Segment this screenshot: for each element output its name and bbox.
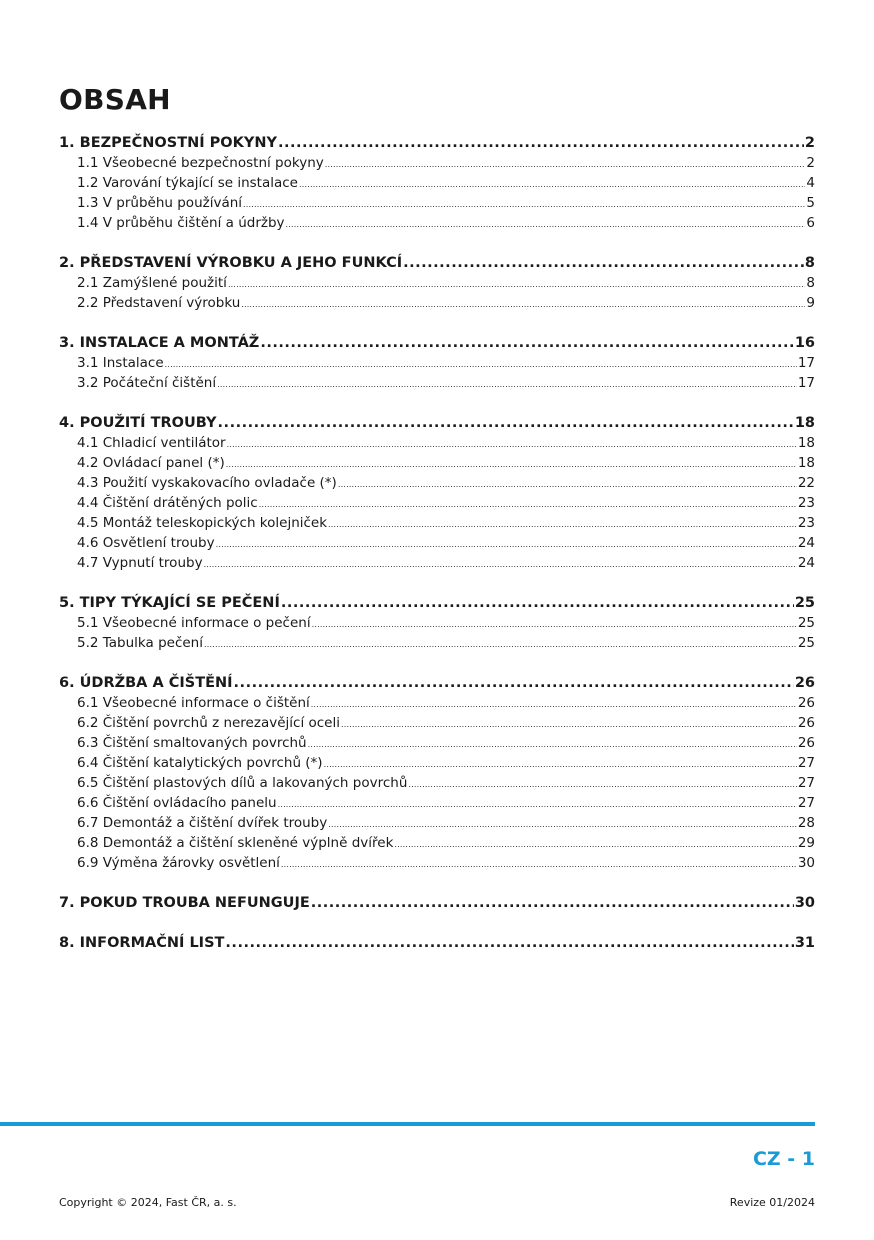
- toc-section: [59, 253, 815, 313]
- dot-leader: [278, 133, 804, 153]
- toc-chapter-entry[interactable]: [59, 893, 815, 913]
- toc-entry-page: 23: [797, 515, 815, 531]
- toc-entry-title: 6.6 Čištění ovládacího panelu: [77, 795, 277, 811]
- toc-chapter-entry[interactable]: [59, 413, 815, 433]
- toc-subentry[interactable]: [59, 153, 815, 173]
- toc-entry-title: 6.9 Výměna žárovky osvětlení: [77, 855, 280, 871]
- revision-label: Revize 01/2024: [729, 1196, 815, 1209]
- dot-leader: [278, 795, 797, 813]
- dot-leader: [311, 695, 797, 713]
- toc-entry-title: 5.2 Tabulka pečení: [77, 635, 203, 651]
- dot-leader: [328, 515, 797, 533]
- toc-entry-page: 29: [797, 835, 815, 851]
- toc-entry-title: 6. ÚDRŽBA A ČIŠTĚNÍ: [59, 675, 233, 691]
- dot-leader: [299, 175, 805, 193]
- toc-entry-page: 5: [806, 195, 815, 211]
- toc-subentry[interactable]: [59, 353, 815, 373]
- dot-leader: [226, 455, 797, 473]
- table-of-contents: [59, 133, 815, 973]
- dot-leader: [308, 735, 797, 753]
- toc-entry-title: 4.5 Montáž teleskopických kolejniček: [77, 515, 328, 531]
- toc-chapter-entry[interactable]: [59, 333, 815, 353]
- toc-entry-title: 7. POKUD TROUBA NEFUNGUJE: [59, 895, 310, 911]
- toc-entry-page: 8: [806, 275, 815, 291]
- toc-entry-title: 6.5 Čištění plastových dílů a lakovaných povrchů: [77, 775, 408, 791]
- dot-leader: [204, 555, 797, 573]
- dot-leader: [328, 815, 797, 833]
- toc-entry-title: 4.3 Použití vyskakovacího ovladače (*): [77, 475, 337, 491]
- toc-entry-page: 27: [797, 755, 815, 771]
- toc-entry-title: 6.1 Všeobecné informace o čištění: [77, 695, 310, 711]
- toc-entry-title: 4.2 Ovládací panel (*): [77, 455, 225, 471]
- dot-leader: [165, 355, 797, 373]
- toc-subentry[interactable]: [59, 713, 815, 733]
- toc-entry-page: 25: [797, 615, 815, 631]
- toc-section: [59, 333, 815, 393]
- toc-subentry[interactable]: [59, 193, 815, 213]
- dot-leader: [324, 755, 797, 773]
- toc-entry-page: 26: [797, 735, 815, 751]
- dot-leader: [408, 775, 796, 793]
- toc-entry-page: 8: [804, 255, 815, 271]
- toc-section: [59, 133, 815, 233]
- toc-entry-page: 26: [794, 675, 815, 691]
- toc-entry-title: 5.1 Všeobecné informace o pečení: [77, 615, 311, 631]
- dot-leader: [228, 275, 805, 293]
- toc-chapter-entry[interactable]: [59, 133, 815, 153]
- toc-entry-page: 16: [794, 335, 815, 351]
- toc-entry-page: 2: [806, 155, 815, 171]
- page-title: OBSAH: [59, 83, 171, 116]
- toc-subentry[interactable]: [59, 293, 815, 313]
- toc-entry-page: 30: [797, 855, 815, 871]
- toc-entry-title: 1. BEZPEČNOSTNÍ POKYNY: [59, 135, 277, 151]
- toc-entry-page: 18: [794, 415, 815, 431]
- dot-leader: [217, 375, 797, 393]
- toc-subentry[interactable]: [59, 633, 815, 653]
- toc-entry-title: 2. PŘEDSTAVENÍ VÝROBKU A JEHO FUNKCÍ: [59, 255, 403, 271]
- dot-leader: [286, 215, 806, 233]
- dot-leader: [338, 475, 797, 493]
- toc-entry-title: 5. TIPY TÝKAJÍCÍ SE PEČENÍ: [59, 595, 280, 611]
- toc-subentry[interactable]: [59, 473, 815, 493]
- toc-section: [59, 673, 815, 873]
- toc-entry-page: 24: [797, 535, 815, 551]
- dot-leader: [403, 253, 804, 273]
- toc-subentry[interactable]: [59, 833, 815, 853]
- toc-chapter-entry[interactable]: [59, 673, 815, 693]
- toc-entry-title: 4.1 Chladicí ventilátor: [77, 435, 226, 451]
- toc-subentry[interactable]: [59, 273, 815, 293]
- toc-entry-title: 4.6 Osvětlení trouby: [77, 535, 215, 551]
- footer-divider: [0, 1122, 815, 1126]
- toc-entry-page: 17: [797, 375, 815, 391]
- dot-leader: [241, 295, 805, 313]
- toc-entry-page: 6: [806, 215, 815, 231]
- toc-entry-title: 8. INFORMAČNÍ LIST: [59, 935, 225, 951]
- toc-subentry[interactable]: [59, 173, 815, 193]
- toc-entry-title: 3.1 Instalace: [77, 355, 164, 371]
- toc-entry-title: 3.2 Počáteční čištění: [77, 375, 217, 391]
- dot-leader: [325, 155, 806, 173]
- toc-entry-page: 22: [797, 475, 815, 491]
- toc-entry-title: 6.3 Čištění smaltovaných povrchů: [77, 735, 307, 751]
- toc-entry-title: 1.1 Všeobecné bezpečnostní pokyny: [77, 155, 324, 171]
- toc-entry-page: 4: [806, 175, 815, 191]
- toc-entry-title: 6.2 Čištění povrchů z nerezavějící oceli: [77, 715, 340, 731]
- toc-subentry[interactable]: [59, 613, 815, 633]
- toc-chapter-entry[interactable]: [59, 593, 815, 613]
- dot-leader: [341, 715, 797, 733]
- toc-entry-title: 4. POUŽITÍ TROUBY: [59, 415, 217, 431]
- dot-leader: [281, 593, 794, 613]
- toc-entry-title: 4.4 Čištění drátěných polic: [77, 495, 258, 511]
- toc-entry-page: 23: [797, 495, 815, 511]
- toc-chapter-entry[interactable]: [59, 253, 815, 273]
- toc-subentry[interactable]: [59, 373, 815, 393]
- toc-entry-page: 9: [806, 295, 815, 311]
- toc-entry-title: 4.7 Vypnutí trouby: [77, 555, 203, 571]
- toc-subentry[interactable]: [59, 693, 815, 713]
- toc-subentry[interactable]: [59, 533, 815, 553]
- toc-entry-page: 18: [797, 435, 815, 451]
- toc-entry-title: 1.4 V průběhu čištění a údržby: [77, 215, 285, 231]
- toc-subentry[interactable]: [59, 433, 815, 453]
- toc-subentry[interactable]: [59, 753, 815, 773]
- dot-leader: [260, 333, 793, 353]
- toc-entry-page: 27: [797, 775, 815, 791]
- toc-entry-page: 31: [794, 935, 815, 951]
- toc-entry-page: 25: [794, 595, 815, 611]
- toc-entry-page: 2: [804, 135, 815, 151]
- toc-entry-page: 30: [794, 895, 815, 911]
- toc-subentry[interactable]: [59, 733, 815, 753]
- toc-subentry[interactable]: [59, 813, 815, 833]
- toc-subentry[interactable]: [59, 213, 815, 233]
- toc-entry-title: 1.2 Varování týkající se instalace: [77, 175, 298, 191]
- toc-entry-title: 6.4 Čištění katalytických povrchů (*): [77, 755, 323, 771]
- dot-leader: [312, 615, 797, 633]
- toc-entry-page: 26: [797, 715, 815, 731]
- toc-entry-title: 6.8 Demontáž a čištění skleněné výplně dvířek: [77, 835, 394, 851]
- toc-section: [59, 593, 815, 653]
- toc-section: [59, 893, 815, 913]
- toc-entry-page: 17: [797, 355, 815, 371]
- dot-leader: [234, 673, 794, 693]
- toc-subentry[interactable]: [59, 553, 815, 573]
- copyright-notice: Copyright © 2024, Fast ČR, a. s.: [59, 1196, 237, 1209]
- toc-section: [59, 413, 815, 573]
- toc-entry-title: 6.7 Demontáž a čištění dvířek trouby: [77, 815, 328, 831]
- dot-leader: [227, 435, 797, 453]
- toc-subentry[interactable]: [59, 773, 815, 793]
- toc-entry-title: 3. INSTALACE A MONTÁŽ: [59, 335, 260, 351]
- toc-entry-page: 26: [797, 695, 815, 711]
- toc-subentry[interactable]: [59, 453, 815, 473]
- dot-leader: [259, 495, 797, 513]
- dot-leader: [394, 835, 796, 853]
- dot-leader: [204, 635, 797, 653]
- toc-entry-title: 1.3 V průběhu používání: [77, 195, 243, 211]
- toc-chapter-entry[interactable]: [59, 933, 815, 953]
- dot-leader: [243, 195, 805, 213]
- toc-subentry[interactable]: [59, 493, 815, 513]
- toc-section: [59, 933, 815, 953]
- toc-entry-page: 24: [797, 555, 815, 571]
- toc-subentry[interactable]: [59, 853, 815, 873]
- dot-leader: [281, 855, 797, 873]
- toc-subentry[interactable]: [59, 513, 815, 533]
- toc-subentry[interactable]: [59, 793, 815, 813]
- page-number: CZ - 1: [752, 1148, 815, 1170]
- toc-entry-page: 18: [797, 455, 815, 471]
- toc-entry-title: 2.1 Zamýšlené použití: [77, 275, 227, 291]
- toc-entry-page: 25: [797, 635, 815, 651]
- dot-leader: [225, 933, 793, 953]
- toc-entry-page: 28: [797, 815, 815, 831]
- dot-leader: [311, 893, 794, 913]
- toc-entry-title: 2.2 Představení výrobku: [77, 295, 241, 311]
- dot-leader: [218, 413, 794, 433]
- toc-entry-page: 27: [797, 795, 815, 811]
- dot-leader: [216, 535, 797, 553]
